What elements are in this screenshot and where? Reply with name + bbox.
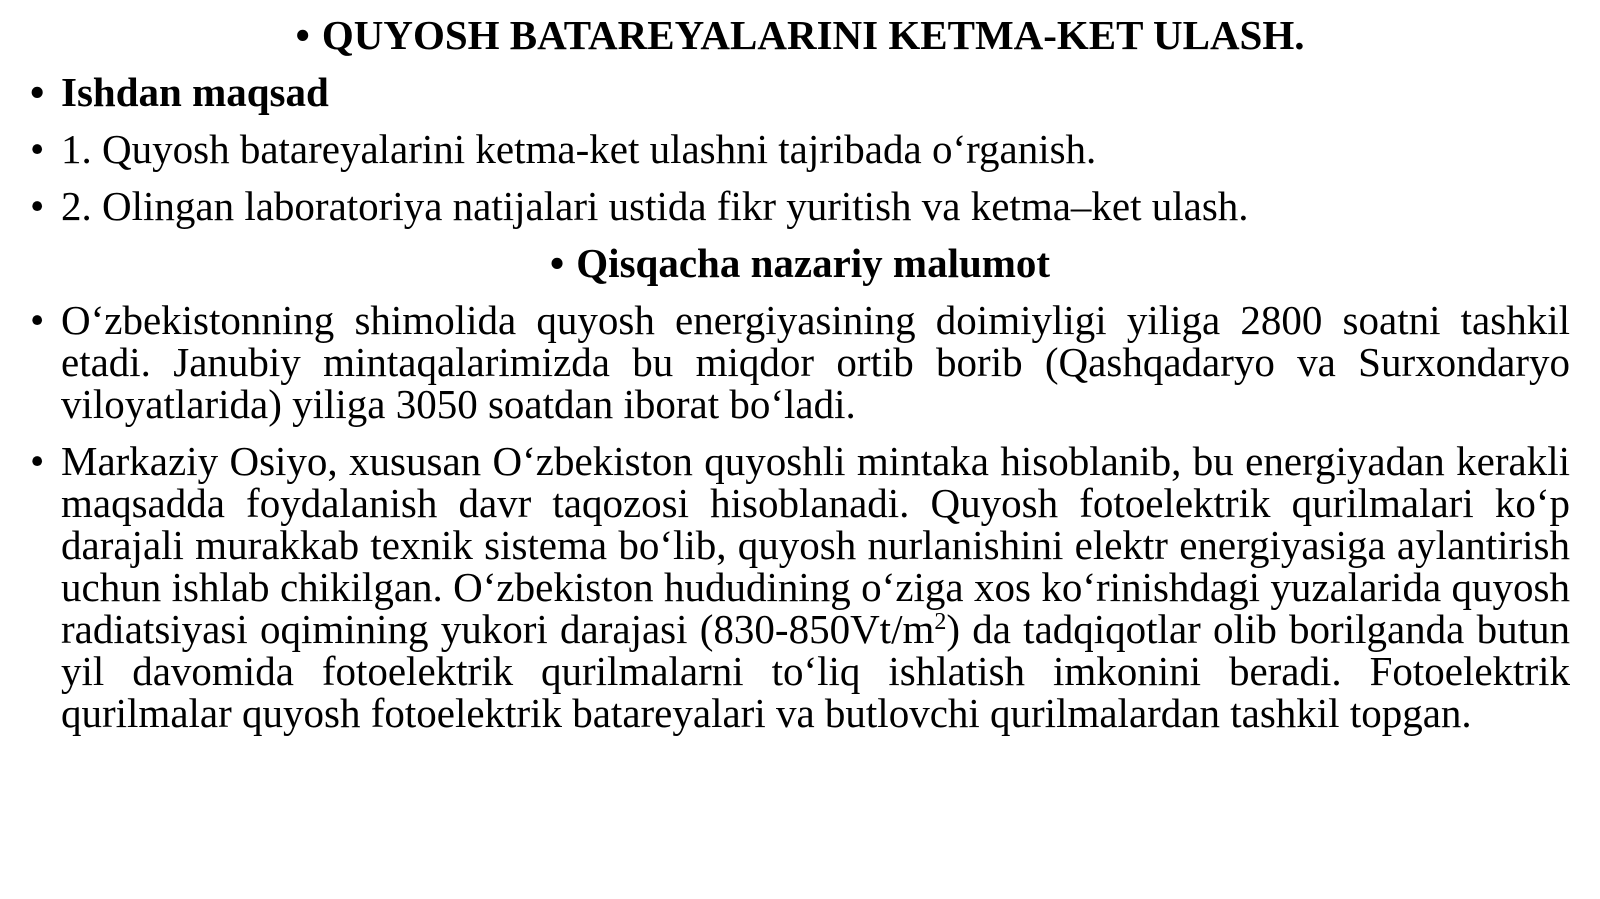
bullet: •	[295, 12, 310, 58]
paragraph-text-a: Markaziy Osiyo, xususan O‘zbekiston quyoshli mintaka hisoblanib, bu energiyadan kerakli maqsadda foydalanish davr taqozosi hisoblanadi. Quyosh fotoelektrik qurilmalari ko‘p darajali murakkab texnik sistema bo‘lib, quyosh nurlanishini elektr energiyasiga aylantirish uchun ishlab chikilgan. O‘zbekiston hududining o‘ziga xos ko‘rinishdagi yuzalarida quyosh radiatsiyasi oqimining yukori darajasi (830-850Vt/m	[61, 438, 1570, 652]
goal-item-text: 2. Olingan laboratoriya natijalari ustida fikr yuritish va ketma–ket ulash.	[61, 183, 1249, 229]
bullet: •	[30, 297, 45, 343]
theory-paragraph-2	[30, 440, 1570, 734]
theory-heading	[30, 242, 1570, 284]
bullet: •	[30, 438, 45, 484]
superscript: 2	[934, 609, 947, 635]
bullet: •	[30, 183, 45, 229]
bullet: •	[30, 69, 45, 115]
slide-title	[30, 14, 1570, 56]
goal-item-text: 1. Quyosh batareyalarini ketma-ket ulashni tajribada o‘rganish.	[61, 126, 1097, 172]
paragraph-text-b: ) da tadqiqotlar olib borilganda butun yil davomida fotoelektrik qurilmalarni to‘liq ishlatish imkonini beradi. Fotoelektrik qurilmalar quyosh fotoelektrik batareyalari va butlovchi qurilmalardan tashkil topgan.	[61, 606, 1571, 736]
slide-title-text: QUYOSH BATAREYALARINI KETMA-KET ULASH.	[321, 12, 1305, 58]
goal-heading	[30, 71, 1570, 113]
goal-heading-text: Ishdan maqsad	[61, 69, 329, 115]
theory-paragraph-1	[30, 299, 1570, 425]
goal-item-2	[30, 185, 1570, 227]
bullet: •	[30, 126, 45, 172]
theory-heading-text: Qisqacha nazariy malumot	[576, 240, 1051, 286]
bullet: •	[549, 240, 565, 286]
goal-item-1	[30, 128, 1570, 170]
paragraph-text: O‘zbekistonning shimolida quyosh energiyasining doimiyligi yiliga 2800 soatni tashkil etadi. Janubiy mintaqalarimizda bu miqdor ortib borib (Qashqadaryo va Surxondaryo viloyatlarida) yiliga 3050 soatdan iborat bo‘ladi.	[61, 297, 1570, 427]
